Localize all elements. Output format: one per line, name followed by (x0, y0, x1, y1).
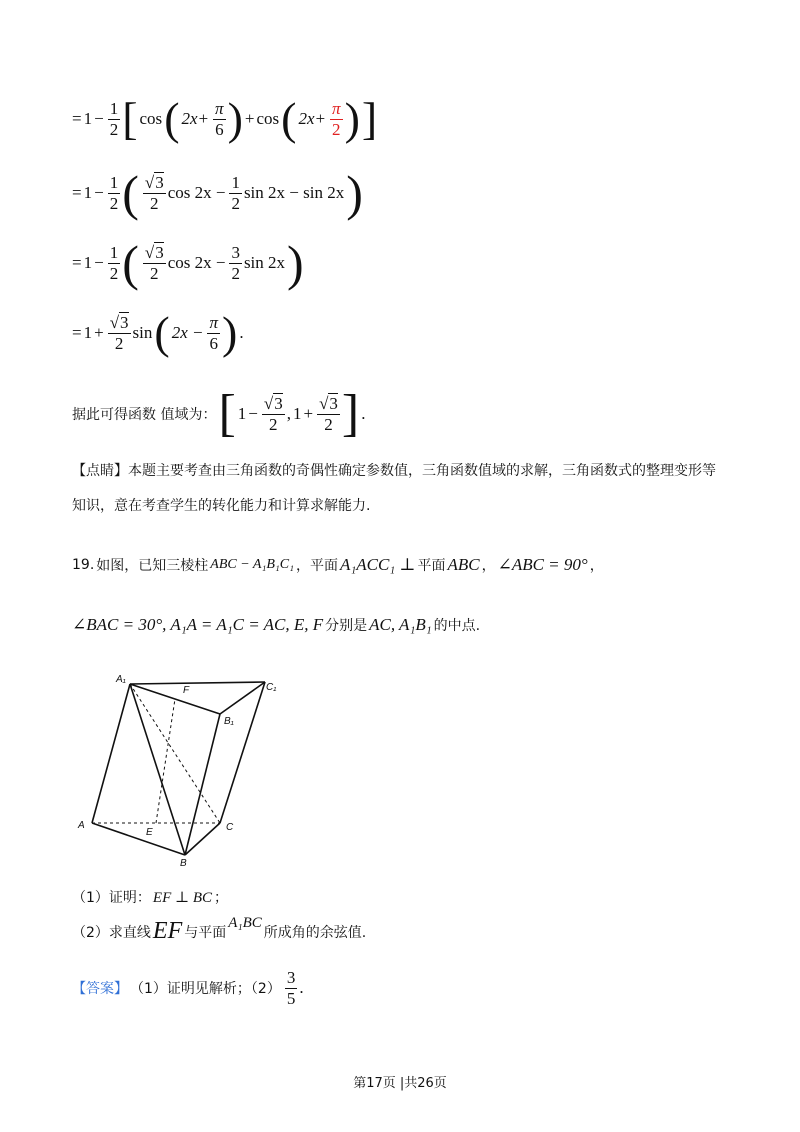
edge-a1-a (92, 684, 130, 823)
derivation-line-2: = 1 − $\frac{1}{2}$ ( $\frac{√3}{2}$ cos 2x − $\frac{1}{2}$ sin 2x − sin 2x ) (72, 165, 363, 221)
answer-line: 【答案】 （1）证明见解析；（2） $\frac{3}{5}$ . (72, 968, 304, 1008)
edge-a-b (92, 823, 185, 855)
edge-c1-c (220, 682, 265, 823)
label-f: F (183, 685, 190, 696)
label-c1: C₁ (266, 682, 277, 693)
edge-b1-b (185, 714, 220, 855)
edge-e-f (156, 699, 175, 823)
label-a1: A₁ (116, 674, 126, 685)
edge-a1-c (130, 684, 220, 823)
label-a: A (78, 820, 85, 831)
question-1: （1）证明： EF ⊥ BC ； (72, 889, 229, 906)
label-b: B (180, 858, 187, 868)
comment-line-2: 知识，意在考查学生的转化能力和计算求解能力. (72, 498, 371, 514)
label-b1: B₁ (224, 716, 234, 727)
derivation-line-4: = 1 + $\frac{√3}{2}$ sin ( 2x − $\frac{\pi}{6}$ ) . (72, 307, 244, 358)
prism-figure (70, 668, 280, 868)
range-line: 据此可得函数 值域为： [ 1 − $\frac{√3}{2}$ , 1 + $\frac{√3}{2}$ ] . (72, 385, 366, 442)
edge-a1-b1 (130, 684, 220, 714)
derivation-line-3: = 1 − $\frac{1}{2}$ ( $\frac{√3}{2}$ cos 2x − $\frac{3}{2}$ sin 2x ) (72, 235, 304, 291)
edge-b1-c1 (220, 682, 265, 714)
label-e: E (146, 827, 153, 838)
derivation-line-1: = 1 − $\frac{1}{2}$ [ cos ( 2x+ $\frac{\pi}{6}$ ) + cos ( 2x+ $\frac{\pi}{2}$ ) ] (72, 93, 378, 144)
page-footer: 第17页 |共26页 (353, 1076, 447, 1091)
problem-19-line-2: ∠BAC = 30°, A₁A = A₁C = AC, E, F 分别是 AC, A₁B₁ 的中点. (72, 615, 481, 634)
comment-line-1: 【点睛】本题主要考查由三角函数的奇偶性确定参数值，三角函数值域的求解，三角函数式的整理变形等 (72, 463, 716, 479)
label-c: C (226, 822, 234, 833)
problem-19-line-1: 19. 如图，已知三棱柱 ABC − A₁B₁C₁ ，平面 A₁ACC₁ ⊥ 平面 ABC ， ∠ABC = 90° ， (72, 555, 604, 574)
edge-b-c (185, 823, 220, 855)
edge-a1-c1 (130, 682, 265, 684)
question-2: （2）求直线 EF 与平面 A₁BC 所成角的余弦值. (72, 915, 367, 944)
edge-a1-b (130, 684, 185, 855)
